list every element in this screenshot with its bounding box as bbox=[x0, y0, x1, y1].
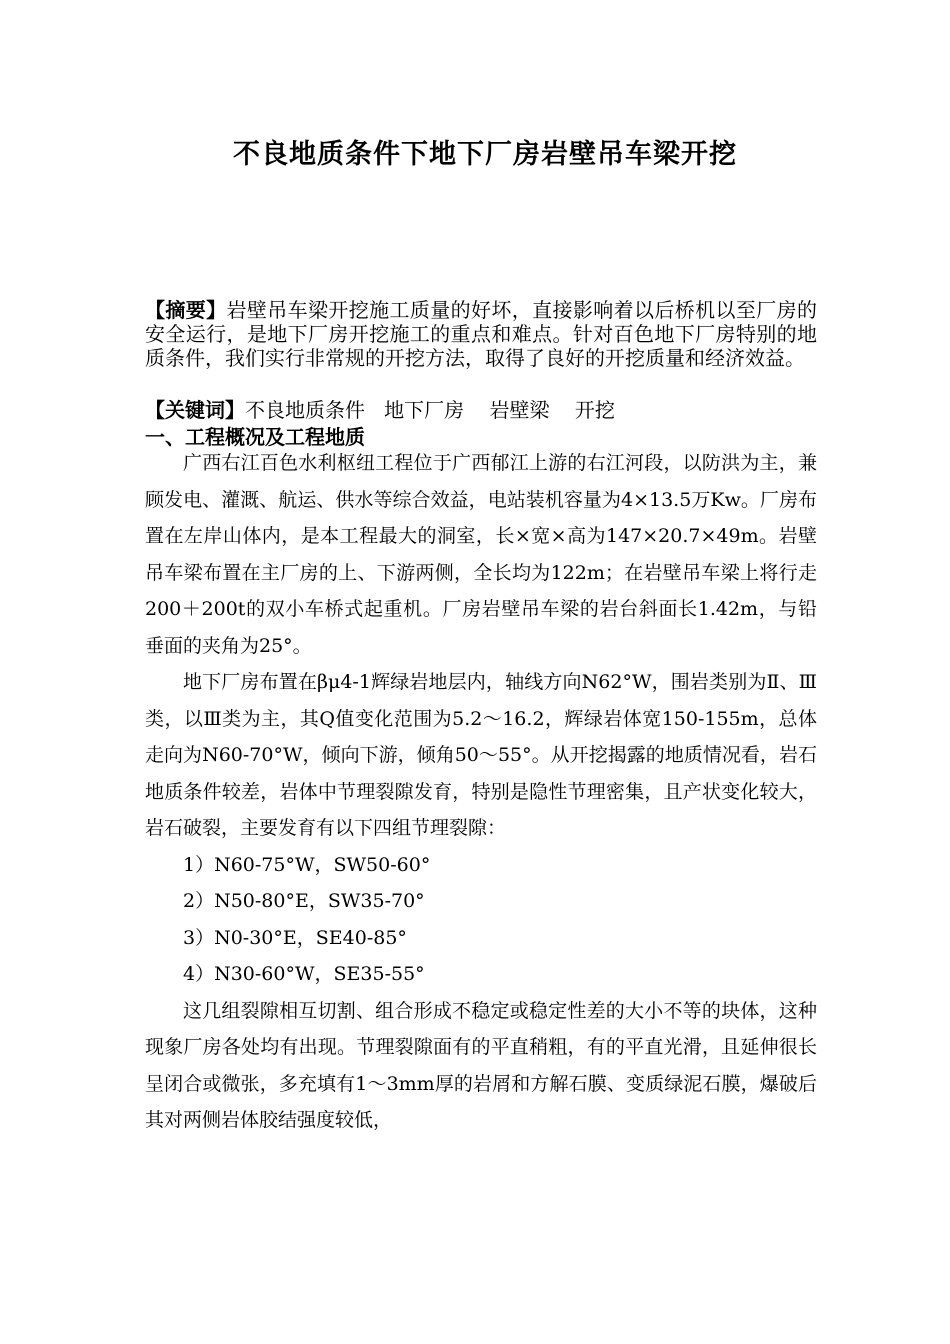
body-text bbox=[145, 445, 817, 1139]
section-heading: 一、工程概况及工程地质 bbox=[145, 425, 365, 449]
joint-set-item: 4）N30-60°W，SE35-55° bbox=[183, 963, 425, 985]
abstract bbox=[145, 298, 817, 370]
paragraph-geology: 地下厂房布置在βμ4-1辉绿岩地层内，轴线方向N62°W，围岩类别为Ⅱ、Ⅲ类，以Ⅲ类为主，其Q值变化范围为5.2～16.2，辉绿岩体宽150-155m，总体走向为N60-70°W，倾向下游，倾角50～55°。从开挖揭露的地质情况看，岩石地质条件较差，岩体中节理裂隙发育，特别是隐性节理密集，且产状变化较大，岩石破裂，主要发育有以下四组节理裂隙： bbox=[145, 671, 817, 839]
joint-set-item: 3）N0-30°E，SE40-85° bbox=[183, 926, 407, 949]
paragraph-fractures: 这几组裂隙相互切割、组合形成不稳定或稳定性差的大小不等的块体，这种现象厂房各处均有出现。节理裂隙面有的平直稍粗，有的平直光滑，且延伸很长呈闭合或微张，多充填有1～3mm厚的岩屑和方解石膜、变质绿泥石膜，爆破后其对两侧岩体胶结强度较低， bbox=[145, 999, 817, 1131]
abstract-label: 【摘要】 bbox=[145, 298, 227, 322]
joint-set-item: 1）N60-75°W，SW50-60° bbox=[183, 853, 431, 876]
abstract-text: 岩壁吊车梁开挖施工质量的好坏，直接影响着以后桥机以至厂房的安全运行，是地下厂房开挖施工的重点和难点。针对百色地下厂房特别的地质条件，我们实行非常规的开挖方法，取得了良好的开挖质量和经济效益。 bbox=[145, 298, 817, 370]
joint-set-item: 2）N50-80°E，SW35-70° bbox=[183, 890, 425, 912]
paragraph-overview: 广西右江百色水利枢纽工程位于广西郁江上游的右江河段，以防洪为主，兼顾发电、灌溉、航运、供水等综合效益，电站装机容量为4×13.5万Kw。厂房布置在左岸山体内，是本工程最大的洞室，长×宽×高为147×20.7×49m。岩壁吊车梁布置在主厂房的上、下游两侧，全长均为122m；在岩壁吊车梁上将行走200＋200t的双小车桥式起重机。厂房岩壁吊车梁的岩台斜面长1.42m，与铅垂面的夹角为25°。 bbox=[145, 452, 817, 657]
keywords bbox=[145, 398, 615, 422]
document-title: 不良地质条件下地下厂房岩壁吊车梁开挖 bbox=[233, 139, 737, 170]
keywords-label: 【关键词】 bbox=[145, 398, 245, 422]
keywords-text: 不良地质条件 地下厂房 岩壁梁 开挖 bbox=[245, 398, 615, 422]
